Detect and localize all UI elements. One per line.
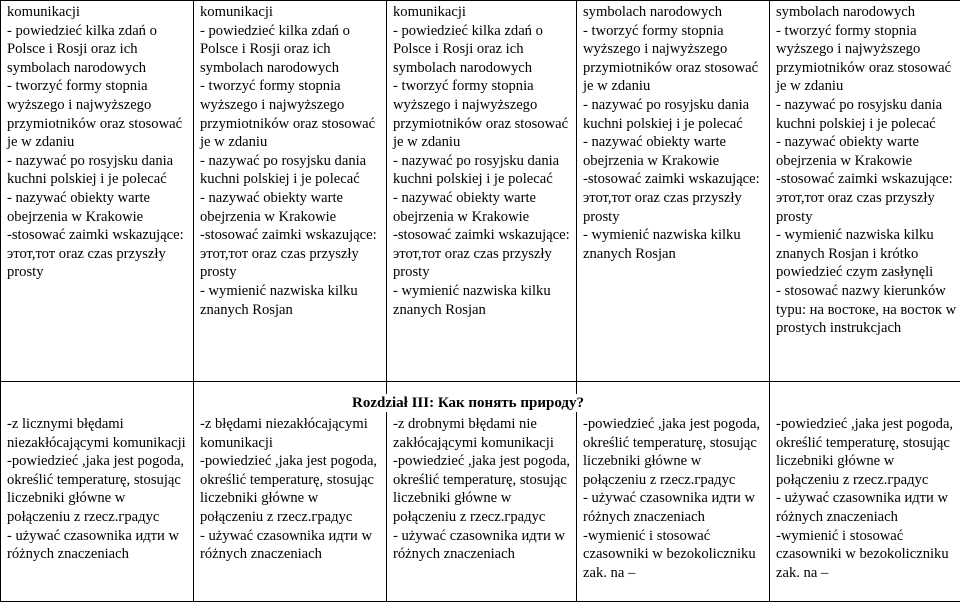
table-cell <box>770 382 960 602</box>
cell-text: symbolach narodowych - tworzyć formy stopnia wyższego i najwyższego przymiotników oraz stosować je w zdaniu - nazywać po rosyjsku dania kuchni polskiej i je polecać - nazywać obiekty warte obejrzenia w Krakowie -stosować zaimki wskazujące: этот,тот oraz czas przyszły prosty - wymienić nazwiska kilku znanych Rosjan i krótko powiedzieć czym zasłynęli - stosować nazwy kierunków typu: на востоке, на восток w prostych instrukcjach <box>776 3 957 338</box>
cell-text: komunikacji - powiedzieć kilka zdań o Polsce i Rosji oraz ich symbolach narodowych - tworzyć formy stopnia wyższego i najwyższego przymiotników oraz stosować je w zdaniu - nazywać po rosyjsku dania kuchni polskiej i je polecać - nazywać obiekty warte obejrzenia w Krakowie -stosować zaimki wskazujące: этот,тот oraz czas przyszły prosty <box>7 3 190 282</box>
cell-text: symbolach narodowych - tworzyć formy stopnia wyższego i najwyższego przymiotników oraz stosować je w zdaniu - nazywać po rosyjsku dania kuchni polskiej i je polecać - nazywać obiekty warte obejrzenia w Krakowie -stosować zaimki wskazujące: этот,тот oraz czas przyszły prosty - wymienić nazwiska kilku znanych Rosjan <box>583 3 766 263</box>
table-cell <box>387 1 577 382</box>
cell-text: komunikacji - powiedzieć kilka zdań o Polsce i Rosji oraz ich symbolach narodowych - tworzyć formy stopnia wyższego i najwyższego przymiotników oraz stosować je w zdaniu - nazywać po rosyjsku dania kuchni polskiej i je polecać - nazywać obiekty warte obejrzenia w Krakowie -stosować zaimki wskazujące: этот,тот oraz czas przyszły prosty - wymienić nazwiska kilku znanych Rosjan <box>393 3 573 319</box>
table-cell <box>577 382 770 602</box>
cell-text: -powiedzieć ,jaka jest pogoda, określić temperaturę, stosując liczebniki główne w połączeniu z rzecz.градус - używać czasownika идти w różnych znaczeniach -wymienić i stosować czasowniki w bezokoliczniku zak. na – <box>776 415 957 582</box>
cell-text: -z błędami niezakłócającymi komunikacji -powiedzieć ,jaka jest pogoda, określić temperaturę, stosując liczebniki główne w połączeniu z rzecz.градус - używać czasownika идти w różnych znaczeniach <box>200 415 383 564</box>
table-cell <box>194 1 387 382</box>
table-cell <box>194 382 387 602</box>
table-row-bottom <box>1 382 960 602</box>
section-heading: Rozdział III: Как понять природу? <box>352 394 584 412</box>
cell-text: -z drobnymi błędami nie zakłócającymi komunikacji -powiedzieć ,jaka jest pogoda, określić temperaturę, stosując liczebniki główne w połączeniu z rzecz.градус - używać czasownika идти w różnych znaczeniach <box>393 415 573 564</box>
cell-text: -powiedzieć ,jaka jest pogoda, określić temperaturę, stosując liczebniki główne w połączeniu z rzecz.градус - używać czasownika идти w różnych znaczeniach -wymienić i stosować czasowniki w bezokoliczniku zak. na – <box>583 415 766 582</box>
cell-text: komunikacji - powiedzieć kilka zdań o Polsce i Rosji oraz ich symbolach narodowych - tworzyć formy stopnia wyższego i najwyższego przymiotników oraz stosować je w zdaniu - nazywać po rosyjsku dania kuchni polskiej i je polecać - nazywać obiekty warte obejrzenia w Krakowie -stosować zaimki wskazujące: этот,тот oraz czas przyszły prosty - wymienić nazwiska kilku znanych Rosjan <box>200 3 383 319</box>
table-cell <box>1 1 194 382</box>
table-cell <box>1 382 194 602</box>
cell-text: -z licznymi błędami niezakłócającymi komunikacji -powiedzieć ,jaka jest pogoda, określić temperaturę, stosując liczebniki główne w połączeniu z rzecz.градус - używać czasownika идти w różnych znaczeniach <box>7 415 190 564</box>
table-cell <box>577 1 770 382</box>
table-row-top <box>1 1 960 382</box>
table-cell <box>770 1 960 382</box>
table-cell <box>387 382 577 602</box>
